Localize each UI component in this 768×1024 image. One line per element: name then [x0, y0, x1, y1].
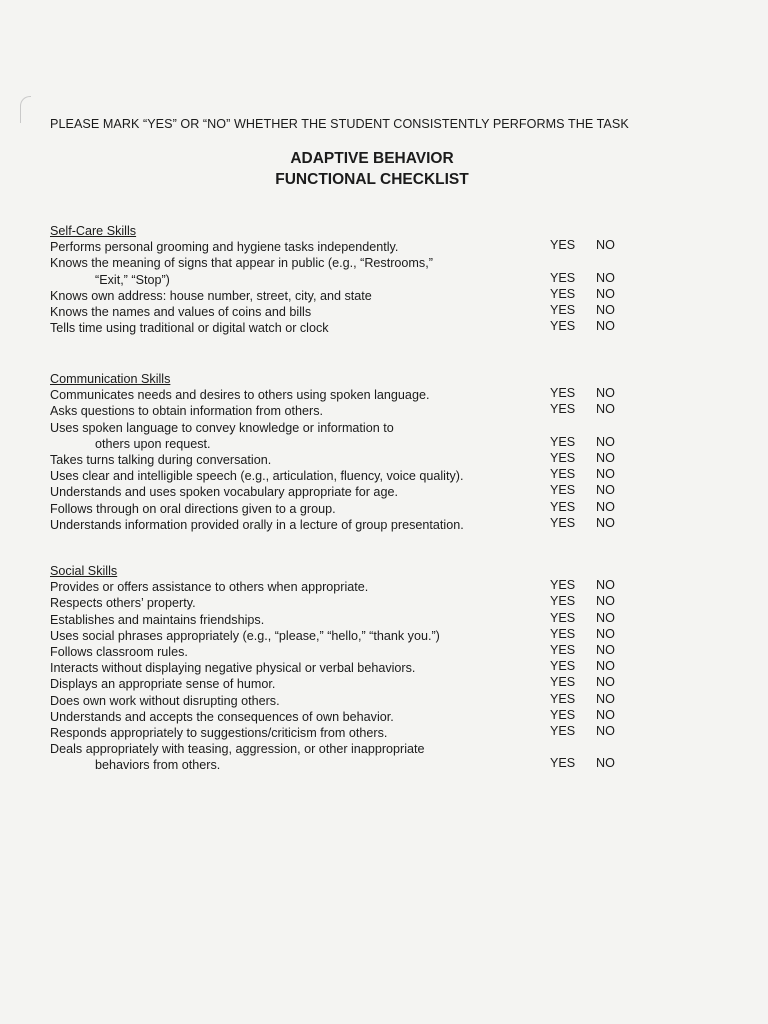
no-option[interactable]: NO [596, 578, 615, 593]
yes-option[interactable]: YES [550, 643, 576, 657]
checklist-item-text: behaviors from others. [95, 758, 221, 773]
yes-option[interactable]: YES [550, 499, 576, 514]
checklist-item-text: Uses spoken language to convey knowledge or information to [50, 420, 394, 435]
checklist-item-text: Takes turns talking during conversation. [50, 453, 272, 467]
checklist-item-text: Tells time using traditional or digital watch or clock [50, 321, 329, 336]
checklist-item-text: Responds appropriately to suggestions/criticism from others. [50, 726, 388, 740]
yes-option[interactable]: YES [550, 451, 576, 465]
page-title-line-2: FUNCTIONAL CHECKLIST [275, 171, 469, 188]
yes-option[interactable]: YES [550, 610, 576, 625]
yes-option[interactable]: YES [550, 402, 576, 417]
checklist-item-text: Uses social phrases appropriately (e.g., “please,” “hello,” “thank you.”) [50, 628, 440, 643]
yes-option[interactable]: YES [550, 386, 576, 401]
section-heading: Social Skills [50, 564, 118, 578]
checklist-item-text: Interacts without displaying negative physical or verbal behaviors. [50, 661, 416, 676]
checklist-item-text: Displays an appropriate sense of humor. [50, 677, 276, 692]
checklist-item-text: Understands and uses spoken vocabulary appropriate for age. [50, 485, 398, 500]
no-option[interactable]: NO [596, 270, 615, 285]
checklist-item-text: Provides or offers assistance to others when appropriate. [50, 580, 369, 595]
no-option[interactable]: NO [596, 303, 615, 317]
no-option[interactable]: NO [596, 499, 615, 514]
no-option[interactable]: NO [596, 434, 615, 449]
yes-option[interactable]: YES [550, 483, 576, 498]
no-option[interactable]: NO [596, 659, 615, 674]
checklist-item-text: Asks questions to obtain information from others. [50, 404, 323, 419]
no-option[interactable]: NO [596, 238, 615, 253]
no-option[interactable]: NO [596, 707, 615, 722]
yes-option[interactable]: YES [550, 659, 576, 674]
yes-option[interactable]: YES [550, 319, 576, 334]
yes-option[interactable]: YES [550, 303, 576, 317]
yes-option[interactable]: YES [550, 270, 576, 285]
checklist-item-text: Performs personal grooming and hygiene tasks independently. [50, 240, 399, 255]
yes-option[interactable]: YES [550, 594, 576, 609]
yes-option[interactable]: YES [550, 515, 576, 530]
checklist-item-text: Knows the names and values of coins and bills [50, 305, 312, 319]
checklist-item-text: Knows own address: house number, street, city, and state [50, 288, 372, 303]
no-option[interactable]: NO [596, 402, 615, 417]
checklist-item-text: Does own work without disrupting others. [50, 693, 280, 708]
yes-option[interactable]: YES [550, 434, 576, 449]
yes-option[interactable]: YES [550, 238, 576, 253]
yes-option[interactable]: YES [550, 578, 576, 593]
checklist-item-text: Communicates needs and desires to others using spoken language. [50, 388, 430, 403]
checklist-item-text: Deals appropriately with teasing, aggression, or other inappropriate [50, 742, 425, 757]
no-option[interactable]: NO [596, 319, 615, 334]
no-option[interactable]: NO [596, 483, 615, 498]
yes-option[interactable]: YES [550, 675, 576, 690]
no-option[interactable]: NO [596, 756, 615, 771]
checklist-item-text: Understands and accepts the consequences of own behavior. [50, 709, 394, 724]
no-option[interactable]: NO [596, 451, 615, 465]
yes-option[interactable]: YES [550, 707, 576, 722]
no-option[interactable]: NO [596, 626, 615, 641]
yes-option[interactable]: YES [550, 691, 576, 706]
page-title-line-1: ADAPTIVE BEHAVIOR [290, 150, 454, 167]
section-heading: Self-Care Skills [50, 224, 137, 238]
instruction-text: PLEASE MARK “YES” OR “NO” WHETHER THE STUDENT CONSISTENTLY PERFORMS THE TASK [50, 117, 629, 131]
page-corner-mark [20, 96, 31, 123]
no-option[interactable]: NO [596, 610, 615, 625]
no-option[interactable]: NO [596, 386, 615, 401]
checklist-item-text: Respects others’ property. [50, 596, 196, 611]
checklist-item-text: Establishes and maintains friendships. [50, 612, 265, 627]
no-option[interactable]: NO [596, 675, 615, 690]
no-option[interactable]: NO [596, 286, 615, 301]
yes-option[interactable]: YES [550, 756, 576, 771]
yes-option[interactable]: YES [550, 724, 576, 738]
no-option[interactable]: NO [596, 515, 615, 530]
checklist-item-text: Uses clear and intelligible speech (e.g., articulation, fluency, voice quality). [50, 469, 464, 484]
checklist-item-text: Knows the meaning of signs that appear in public (e.g., “Restrooms,” [50, 256, 433, 271]
checklist-item-text: “Exit,” “Stop”) [95, 272, 170, 287]
checklist-item-text: Follows through on oral directions given to a group. [50, 501, 336, 516]
yes-option[interactable]: YES [550, 467, 576, 482]
yes-option[interactable]: YES [550, 626, 576, 641]
no-option[interactable]: NO [596, 643, 615, 657]
section-heading: Communication Skills [50, 372, 171, 386]
checklist-item-text: Follows classroom rules. [50, 645, 188, 659]
no-option[interactable]: NO [596, 724, 615, 738]
checklist-item-text: Understands information provided orally in a lecture of group presentation. [50, 517, 464, 532]
checklist-item-text: others upon request. [95, 436, 211, 451]
no-option[interactable]: NO [596, 467, 615, 482]
no-option[interactable]: NO [596, 594, 615, 609]
yes-option[interactable]: YES [550, 286, 576, 301]
no-option[interactable]: NO [596, 691, 615, 706]
